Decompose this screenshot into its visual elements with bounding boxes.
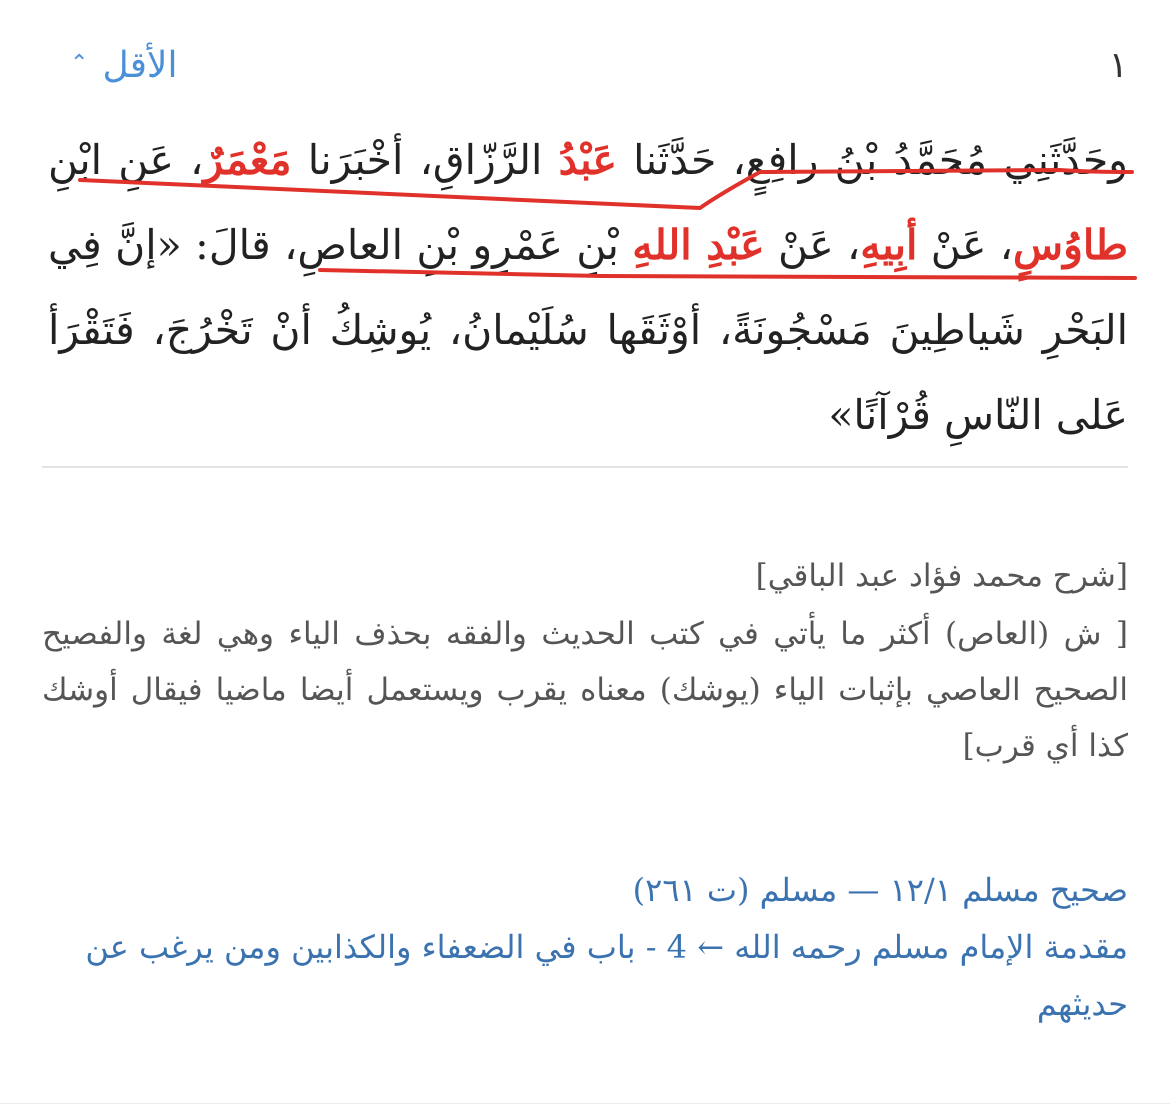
commentary-title: [شرح محمد فؤاد عبد الباقي] bbox=[755, 558, 1128, 594]
hadith-segment: وحَدَّثَنِي مُحَمَّدُ بْنُ رافِعٍ، حَدَّثَنا bbox=[616, 136, 1128, 184]
hadith-number: ١ bbox=[1108, 45, 1128, 86]
hadith-text bbox=[48, 118, 1128, 458]
hadith-segment: الرَّزّاقِ، أخْبَرَنا bbox=[291, 136, 559, 184]
show-less-label: الأقل bbox=[102, 45, 178, 86]
commentary-block bbox=[42, 548, 1128, 774]
hadith-segment: ، عَنِ ابْنِ bbox=[48, 136, 204, 184]
book-reference-link[interactable]: صحيح مسلم ١٢/١ — مسلم (ت ٢٦١) bbox=[632, 871, 1128, 909]
show-less-toggle[interactable] bbox=[70, 45, 178, 86]
section-divider bbox=[42, 466, 1128, 468]
chapter-path-link[interactable]: مقدمة الإمام مسلم رحمه الله ← 4 - باب في الضعفاء والكذابين ومن يرغب عن حديثهم bbox=[85, 928, 1128, 1023]
chevron-up-icon: ⌃ bbox=[70, 51, 89, 76]
narrator-name: أبِيهِ bbox=[860, 221, 918, 269]
narrator-name: طاوُسٍ bbox=[1013, 221, 1128, 269]
commentary-text: [ ش (العاص) أكثر ما يأتي في كتب الحديث والفقه بحذف الياء وهي لغة والفصيح الصحيح العاصي بإثبات الياء (يوشك) معناه يقرب ويستعمل أيضا ماضيا فيقال أوشك كذا أي قرب] bbox=[42, 616, 1128, 764]
narrator-name: عَبْدُ bbox=[558, 136, 617, 184]
hadith-segment: بْنِ عَمْرِو بْنِ العاصِ، قالَ: «إنَّ فِي البَحْرِ شَياطِينَ مَسْجُونَةً، أوْثَقَها سُلَيْمانُ، يُوشِكُ أنْ تَخْرُجَ، فَتَقْرَأ عَلى النّاسِ قُرْآنًا» bbox=[48, 221, 1128, 439]
narrator-name: عَبْدِ اللهِ bbox=[632, 221, 765, 269]
narrator-name: مَعْمَرٌ bbox=[203, 136, 292, 184]
source-references bbox=[42, 862, 1128, 1033]
hadith-segment: ، عَنْ bbox=[917, 221, 1014, 269]
bottom-divider bbox=[0, 1103, 1170, 1104]
hadith-segment: ، عَنْ bbox=[764, 221, 861, 269]
